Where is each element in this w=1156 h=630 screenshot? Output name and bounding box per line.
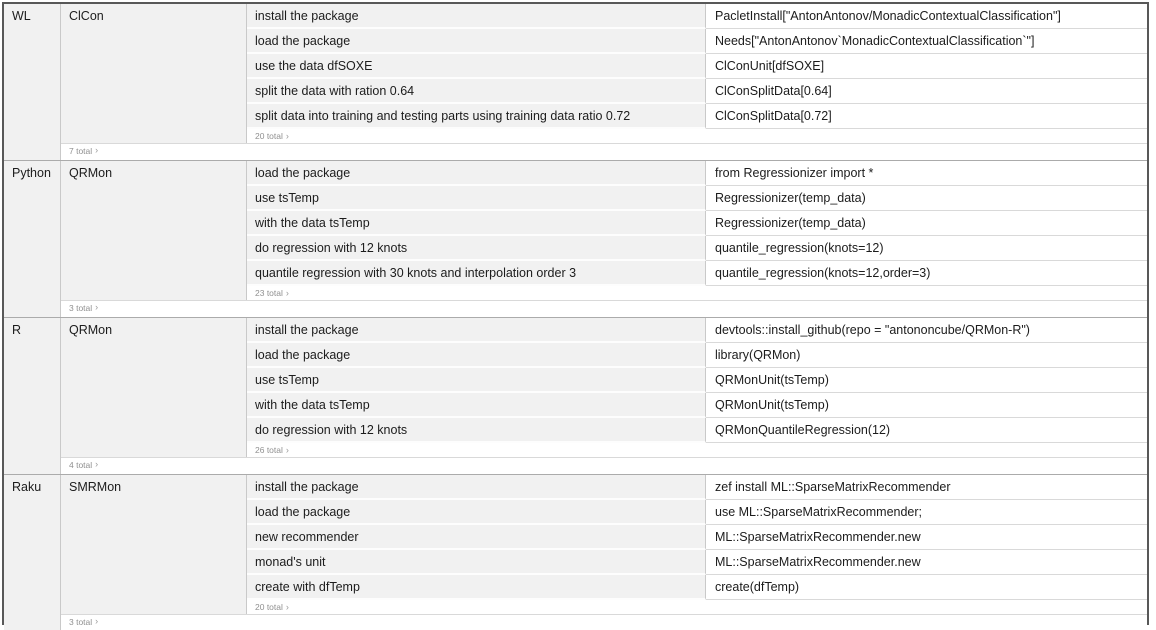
code-cell[interactable] <box>706 575 1147 600</box>
command-text: use tsTemp <box>255 372 319 387</box>
code-text: devtools::install_github(repo = "antononcube/QRMon-R") <box>715 323 1030 337</box>
dataset-group-raku <box>4 475 1147 630</box>
table-row <box>247 368 1147 393</box>
table-row <box>247 261 1147 286</box>
code-cell[interactable] <box>706 4 1147 29</box>
code-text: Needs["AntonAntonov`MonadicContextualClassification`"] <box>715 34 1035 48</box>
table-row <box>247 575 1147 600</box>
code-text: ClConSplitData[0.72] <box>715 109 832 123</box>
table-row <box>247 4 1147 29</box>
group-upper <box>61 318 1147 457</box>
code-cell[interactable] <box>706 343 1147 368</box>
language-label: Python <box>12 166 51 180</box>
command-text: with the data tsTemp <box>255 215 370 230</box>
chevron-right-icon: › <box>95 302 99 312</box>
command-cell[interactable] <box>247 393 706 418</box>
package-label: SMRMon <box>69 480 122 494</box>
group-total-link[interactable] <box>61 457 1147 474</box>
command-text: quantile regression with 30 knots and interpolation order 3 <box>255 265 577 280</box>
table-row <box>247 475 1147 500</box>
chevron-right-icon: › <box>285 444 289 455</box>
table-row <box>247 500 1147 525</box>
code-cell[interactable] <box>706 236 1147 261</box>
command-text: load the package <box>255 165 351 180</box>
code-cell[interactable] <box>706 525 1147 550</box>
command-text: monad's unit <box>255 554 326 569</box>
chevron-right-icon: › <box>285 601 289 612</box>
command-cell[interactable] <box>247 161 706 186</box>
code-text: library(QRMon) <box>715 348 801 362</box>
command-rows <box>247 318 1147 457</box>
dataset-group-wl <box>4 4 1147 161</box>
command-cell[interactable] <box>247 236 706 261</box>
code-cell[interactable] <box>706 550 1147 575</box>
commands-total-label: 20 total <box>255 131 283 141</box>
package-label: QRMon <box>69 323 113 337</box>
command-cell[interactable] <box>247 186 706 211</box>
code-cell[interactable] <box>706 261 1147 286</box>
command-rows <box>247 161 1147 300</box>
code-text: QRMonQuantileRegression(12) <box>715 423 891 437</box>
code-text: ClConUnit[dfSOXE] <box>715 59 825 73</box>
code-text: QRMonUnit(tsTemp) <box>715 398 829 412</box>
dataset-table <box>2 2 1149 625</box>
command-rows <box>247 4 1147 143</box>
code-cell[interactable] <box>706 29 1147 54</box>
language-cell[interactable] <box>4 161 61 317</box>
command-text: split the data with ration 0.64 <box>255 83 415 98</box>
group-body <box>61 161 1147 317</box>
command-rows <box>247 475 1147 614</box>
command-cell[interactable] <box>247 418 706 443</box>
command-text: load the package <box>255 33 351 48</box>
command-text: do regression with 12 knots <box>255 240 408 255</box>
code-cell[interactable] <box>706 393 1147 418</box>
command-cell[interactable] <box>247 500 706 525</box>
command-text: split data into training and testing parts using training data ratio 0.72 <box>255 108 631 123</box>
command-cell[interactable] <box>247 79 706 104</box>
commands-total-link[interactable] <box>247 600 1147 614</box>
commands-total-label: 26 total <box>255 445 283 455</box>
code-text: from Regressionizer import * <box>715 166 874 180</box>
language-cell[interactable] <box>4 318 61 474</box>
table-row <box>247 343 1147 368</box>
table-row <box>247 550 1147 575</box>
group-total-label: 7 total <box>69 146 93 156</box>
command-cell[interactable] <box>247 104 706 129</box>
code-text: use ML::SparseMatrixRecommender; <box>715 505 923 519</box>
command-text: with the data tsTemp <box>255 397 370 412</box>
commands-total-label: 20 total <box>255 602 283 612</box>
command-text: do regression with 12 knots <box>255 422 408 437</box>
code-text: ML::SparseMatrixRecommender.new <box>715 530 921 544</box>
command-text: create with dfTemp <box>255 579 360 594</box>
table-row <box>247 79 1147 104</box>
group-body <box>61 475 1147 630</box>
table-row <box>247 318 1147 343</box>
table-row <box>247 186 1147 211</box>
group-total-label: 3 total <box>69 303 93 313</box>
code-text: PacletInstall["AntonAntonov/MonadicContextualClassification"] <box>715 9 1061 23</box>
command-cell[interactable] <box>247 4 706 29</box>
code-text: Regressionizer(temp_data) <box>715 216 866 230</box>
code-cell[interactable] <box>706 161 1147 186</box>
language-label: Raku <box>12 480 42 494</box>
command-cell[interactable] <box>247 29 706 54</box>
code-text: ML::SparseMatrixRecommender.new <box>715 555 921 569</box>
language-label: R <box>12 323 22 337</box>
dataset-group-r <box>4 318 1147 475</box>
code-cell[interactable] <box>706 104 1147 129</box>
chevron-right-icon: › <box>95 145 99 155</box>
code-text: QRMonUnit(tsTemp) <box>715 373 829 387</box>
table-row <box>247 54 1147 79</box>
group-total-link[interactable] <box>61 614 1147 630</box>
code-cell[interactable] <box>706 186 1147 211</box>
group-total-link[interactable] <box>61 300 1147 317</box>
command-text: install the package <box>255 8 359 23</box>
table-row <box>247 161 1147 186</box>
command-cell[interactable] <box>247 343 706 368</box>
command-cell[interactable] <box>247 550 706 575</box>
table-row <box>247 29 1147 54</box>
command-text: install the package <box>255 479 359 494</box>
code-text: zef install ML::SparseMatrixRecommender <box>715 480 951 494</box>
command-cell[interactable] <box>247 525 706 550</box>
command-text: use the data dfSOXE <box>255 58 373 73</box>
code-text: quantile_regression(knots=12) <box>715 241 884 255</box>
chevron-right-icon: › <box>285 287 289 298</box>
package-cell[interactable] <box>61 161 247 300</box>
code-cell[interactable] <box>706 368 1147 393</box>
table-row <box>247 418 1147 443</box>
table-row <box>247 393 1147 418</box>
command-text: install the package <box>255 322 359 337</box>
command-cell[interactable] <box>247 318 706 343</box>
package-label: ClCon <box>69 9 104 23</box>
code-cell[interactable] <box>706 79 1147 104</box>
code-cell[interactable] <box>706 500 1147 525</box>
package-cell[interactable] <box>61 475 247 614</box>
commands-total-link[interactable] <box>247 443 1147 457</box>
command-cell[interactable] <box>247 54 706 79</box>
group-upper <box>61 161 1147 300</box>
chevron-right-icon: › <box>95 459 99 469</box>
code-text: create(dfTemp) <box>715 580 800 594</box>
group-upper <box>61 4 1147 143</box>
language-cell[interactable] <box>4 4 61 160</box>
code-cell[interactable] <box>706 475 1147 500</box>
language-cell[interactable] <box>4 475 61 630</box>
package-cell[interactable] <box>61 4 247 143</box>
table-row <box>247 525 1147 550</box>
table-row <box>247 211 1147 236</box>
code-text: quantile_regression(knots=12,order=3) <box>715 266 931 280</box>
code-cell[interactable] <box>706 418 1147 443</box>
group-total-link[interactable] <box>61 143 1147 160</box>
command-cell[interactable] <box>247 211 706 236</box>
code-cell[interactable] <box>706 318 1147 343</box>
code-text: Regressionizer(temp_data) <box>715 191 866 205</box>
command-cell[interactable] <box>247 575 706 600</box>
commands-total-link[interactable] <box>247 286 1147 300</box>
command-cell[interactable] <box>247 261 706 286</box>
command-cell[interactable] <box>247 475 706 500</box>
command-text: load the package <box>255 504 351 519</box>
group-body <box>61 4 1147 160</box>
chevron-right-icon: › <box>285 130 289 141</box>
commands-total-link[interactable] <box>247 129 1147 143</box>
table-row <box>247 236 1147 261</box>
commands-total-label: 23 total <box>255 288 283 298</box>
command-cell[interactable] <box>247 368 706 393</box>
language-label: WL <box>12 9 31 23</box>
dataset-group-python <box>4 161 1147 318</box>
chevron-right-icon: › <box>95 616 99 626</box>
package-cell[interactable] <box>61 318 247 457</box>
command-text: use tsTemp <box>255 190 319 205</box>
package-label: QRMon <box>69 166 113 180</box>
group-total-label: 3 total <box>69 617 93 627</box>
code-cell[interactable] <box>706 211 1147 236</box>
group-body <box>61 318 1147 474</box>
group-total-label: 4 total <box>69 460 93 470</box>
group-upper <box>61 475 1147 614</box>
code-text: ClConSplitData[0.64] <box>715 84 832 98</box>
code-cell[interactable] <box>706 54 1147 79</box>
table-row <box>247 104 1147 129</box>
command-text: load the package <box>255 347 351 362</box>
command-text: new recommender <box>255 529 359 544</box>
